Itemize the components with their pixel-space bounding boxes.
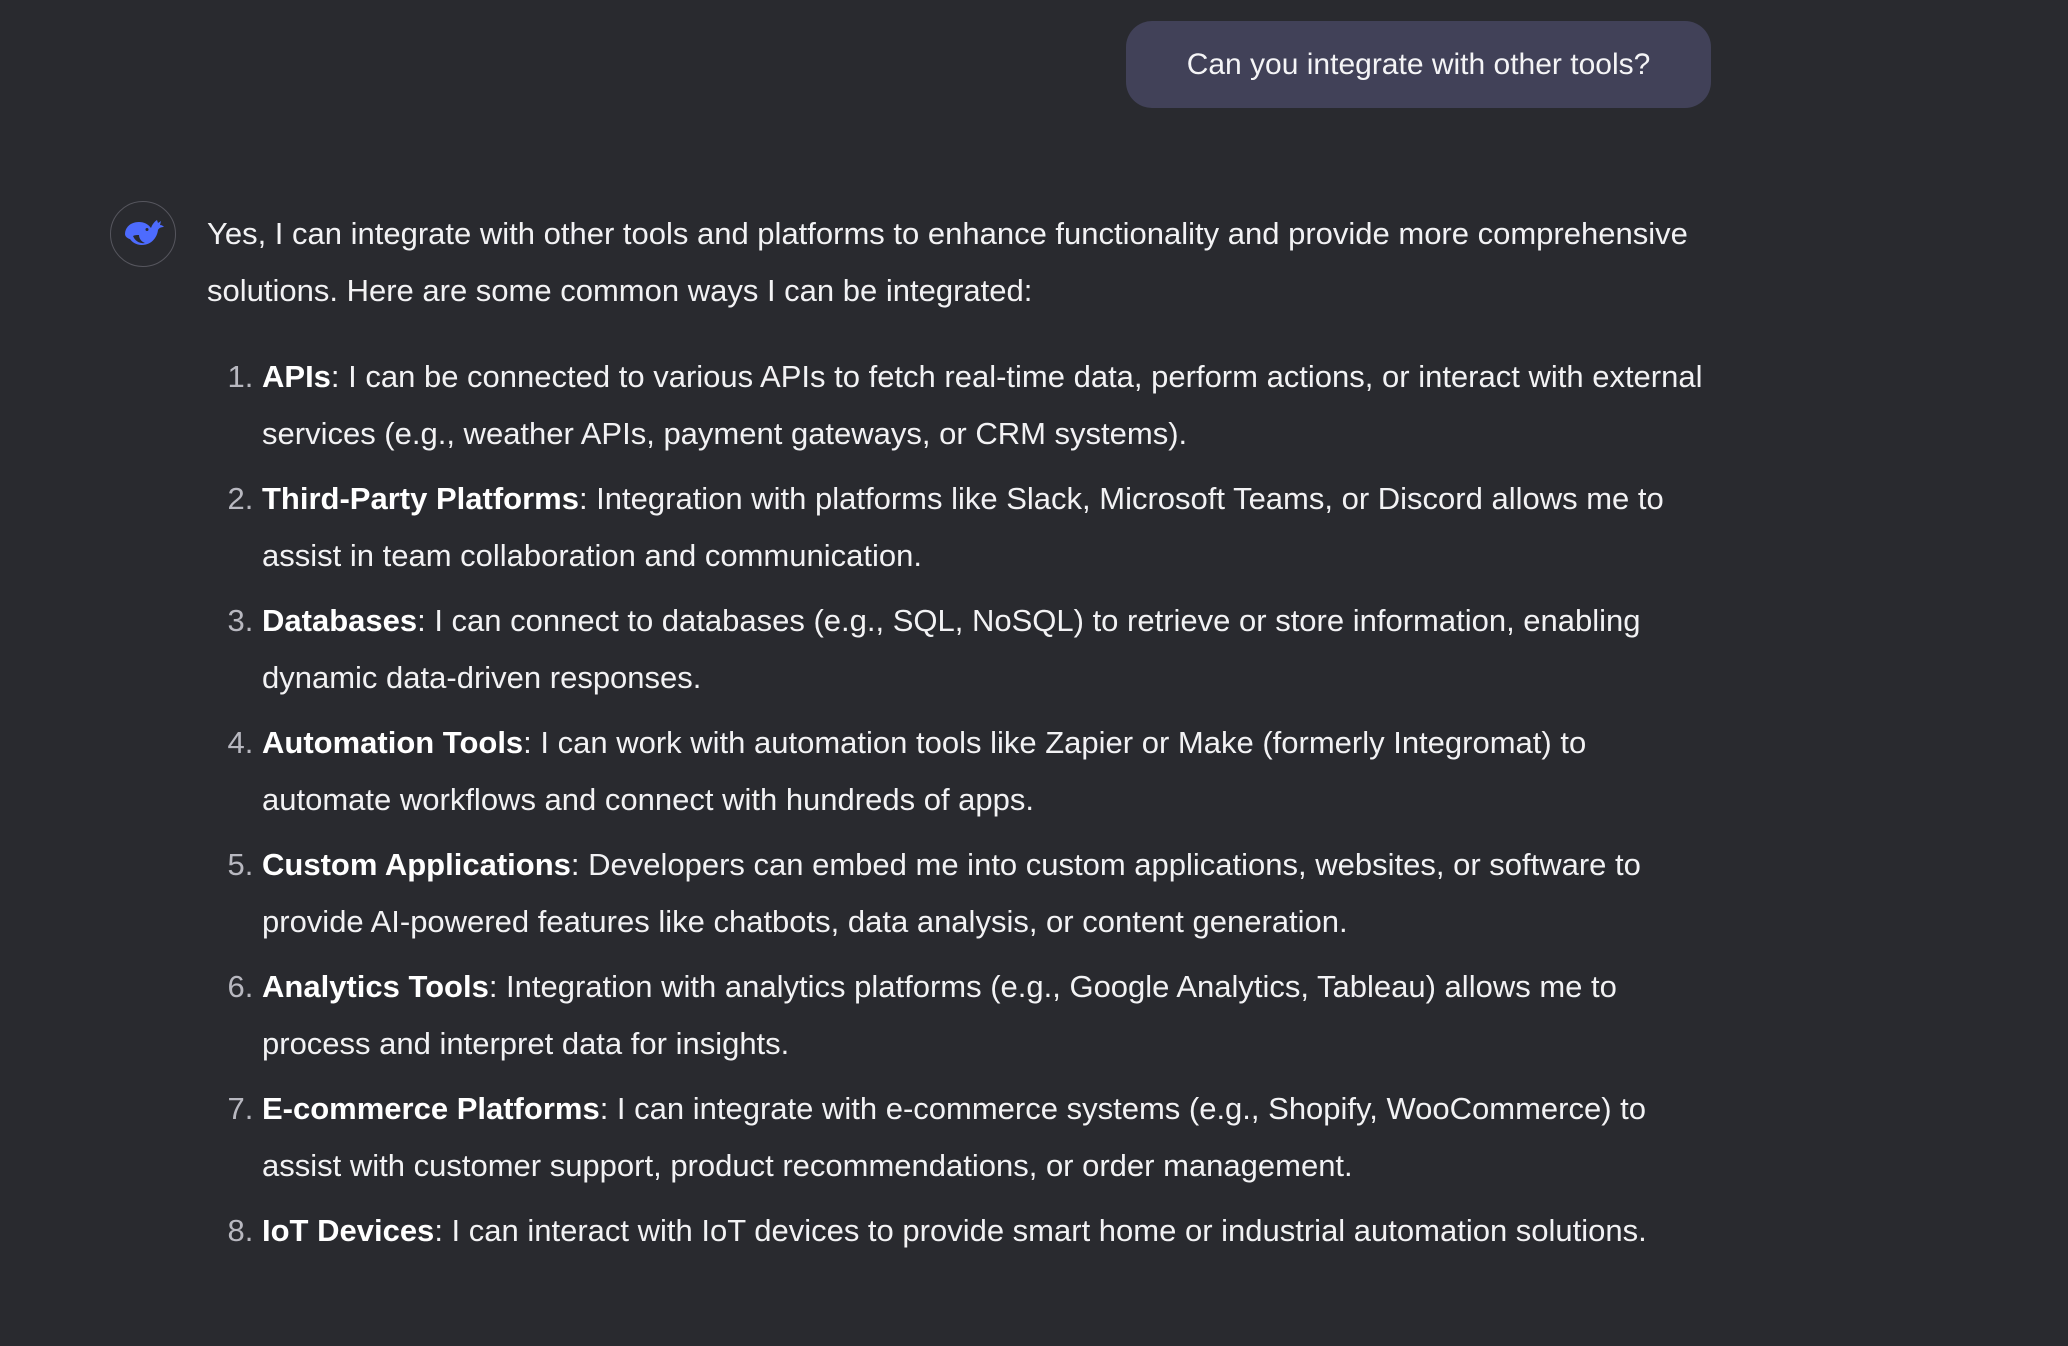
item-title: IoT Devices [262, 1213, 435, 1248]
list-item [262, 958, 1712, 1072]
list-item [262, 592, 1712, 706]
integration-list [207, 348, 1712, 1259]
item-title: E-commerce Platforms [262, 1091, 600, 1126]
item-title: Databases [262, 603, 418, 638]
list-item [262, 714, 1712, 828]
list-item [262, 1080, 1712, 1194]
list-item [262, 1202, 1712, 1259]
item-text: : I can be connected to various APIs to fetch real-time data, perform actions, or interact with external services (e.g., weather APIs, payment gateways, or CRM systems). [262, 359, 1703, 451]
item-text: : I can connect to databases (e.g., SQL, NoSQL) to retrieve or store information, enabling dynamic data-driven responses. [262, 603, 1641, 695]
list-item [262, 470, 1712, 584]
item-title: APIs [262, 359, 331, 394]
item-text: : I can interact with IoT devices to provide smart home or industrial automation solutions. [434, 1213, 1647, 1248]
list-item [262, 348, 1712, 462]
item-text: : Developers can embed me into custom applications, websites, or software to provide AI-powered features like chatbots, data analysis, or content generation. [262, 847, 1641, 939]
item-title: Third-Party Platforms [262, 481, 579, 516]
assistant-message [207, 205, 1712, 1267]
assistant-intro: Yes, I can integrate with other tools and platforms to enhance functionality and provide more comprehensive solutions. Here are some common ways I can be integrated: [207, 216, 1688, 308]
assistant-avatar [110, 201, 176, 267]
item-text: : I can integrate with e-commerce systems (e.g., Shopify, WooCommerce) to assist with customer support, product recommendations, or order management. [262, 1091, 1647, 1183]
item-title: Custom Applications [262, 847, 571, 882]
item-title: Automation Tools [262, 725, 524, 760]
item-text: : I can work with automation tools like Zapier or Make (formerly Integromat) to automate workflows and connect with hundreds of apps. [262, 725, 1587, 817]
item-title: Analytics Tools [262, 969, 489, 1004]
deepseek-whale-icon [121, 216, 165, 252]
item-text: : Integration with platforms like Slack, Microsoft Teams, or Discord allows me to assist in team collaboration and communication. [262, 481, 1664, 573]
list-item [262, 836, 1712, 950]
user-message-bubble [1126, 21, 1711, 108]
user-message-text: Can you integrate with other tools? [1186, 47, 1651, 81]
item-text: : Integration with analytics platforms (e.g., Google Analytics, Tableau) allows me to process and interpret data for insights. [262, 969, 1617, 1061]
